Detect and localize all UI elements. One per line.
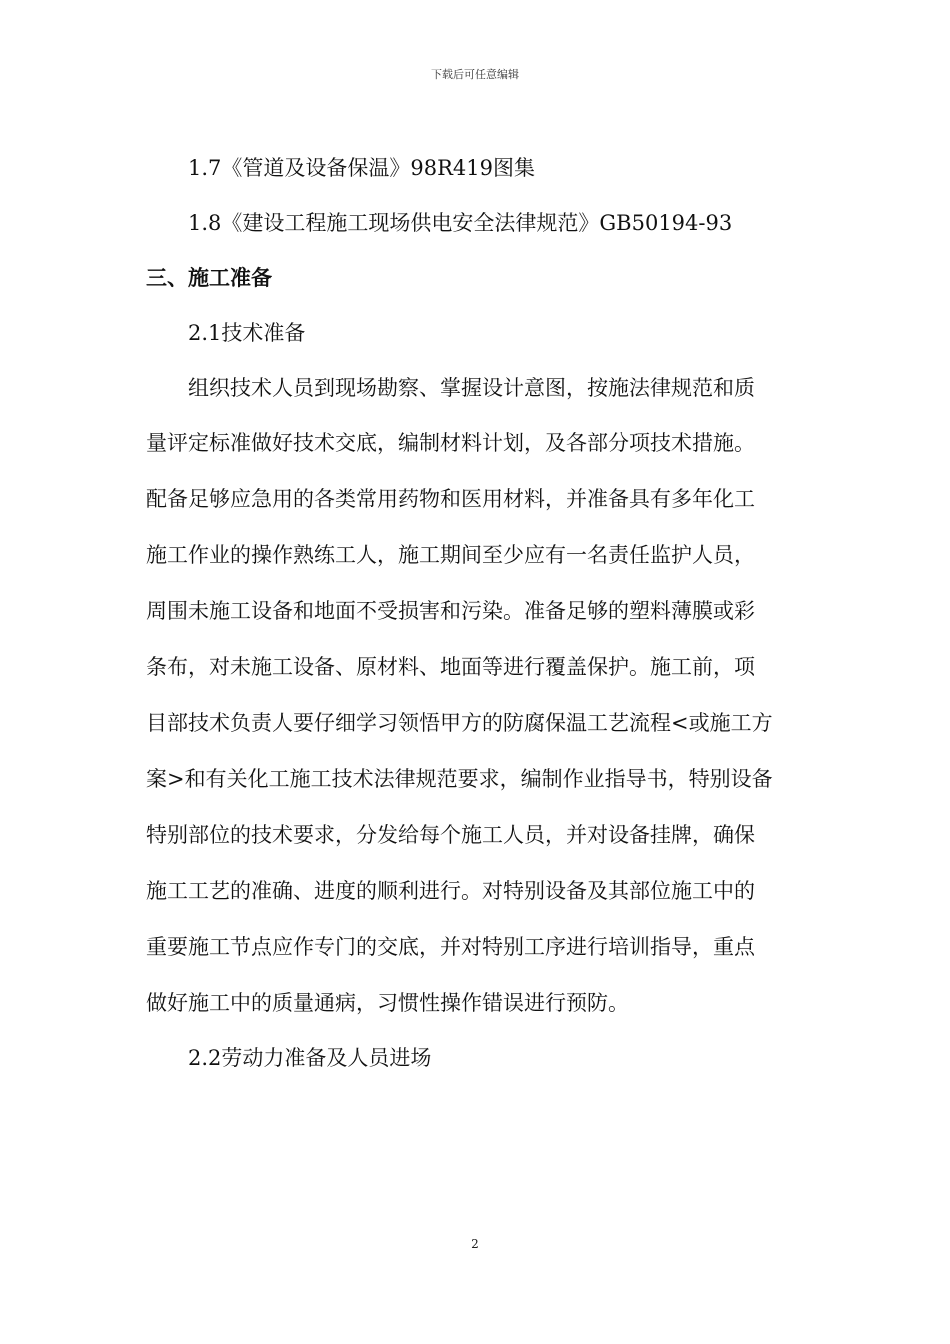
paragraph-line: 配备足够应急用的各类常用药物和医用材料，并准备具有多年化工 xyxy=(146,487,755,511)
page-number: 2 xyxy=(471,1237,479,1251)
paragraph-line: 案>和有关化工施工技术法律规范要求，编制作业指导书，特别设备 xyxy=(146,767,773,791)
paragraph-line: 目部技术负责人要仔细学习领悟甲方的防腐保温工艺流程<或施工方 xyxy=(146,711,773,735)
subsection-2-1-title: 2.1技术准备 xyxy=(188,321,306,345)
reference-item-1-7: 1.7《管道及设备保温》98R419图集 xyxy=(188,156,536,180)
page-header-note: 下载后可任意编辑 xyxy=(431,68,519,81)
paragraph-line: 特别部位的技术要求，分发给每个施工人员，并对设备挂牌，确保 xyxy=(146,823,755,847)
paragraph-line: 施工工艺的准确、进度的顺利进行。对特别设备及其部位施工中的 xyxy=(146,879,755,903)
paragraph-line: 施工作业的操作熟练工人，施工期间至少应有一名责任监护人员， xyxy=(146,543,755,567)
subsection-2-2-title: 2.2劳动力准备及人员进场 xyxy=(188,1046,432,1070)
reference-item-1-8: 1.8《建设工程施工现场供电安全法律规范》GB50194-93 xyxy=(188,211,733,235)
paragraph-line: 组织技术人员到现场勘察、掌握设计意图，按施法律规范和质 xyxy=(188,376,755,400)
paragraph-line: 量评定标准做好技术交底，编制材料计划，及各部分项技术措施。 xyxy=(146,431,755,455)
paragraph-line: 周围未施工设备和地面不受损害和污染。准备足够的塑料薄膜或彩 xyxy=(146,599,755,623)
paragraph-line: 做好施工中的质量通病，习惯性操作错误进行预防。 xyxy=(146,991,629,1015)
paragraph-line: 条布，对未施工设备、原材料、地面等进行覆盖保护。施工前，项 xyxy=(146,655,755,679)
paragraph-line: 重要施工节点应作专门的交底，并对特别工序进行培训指导，重点 xyxy=(146,935,755,959)
section-heading: 三、施工准备 xyxy=(146,266,272,290)
